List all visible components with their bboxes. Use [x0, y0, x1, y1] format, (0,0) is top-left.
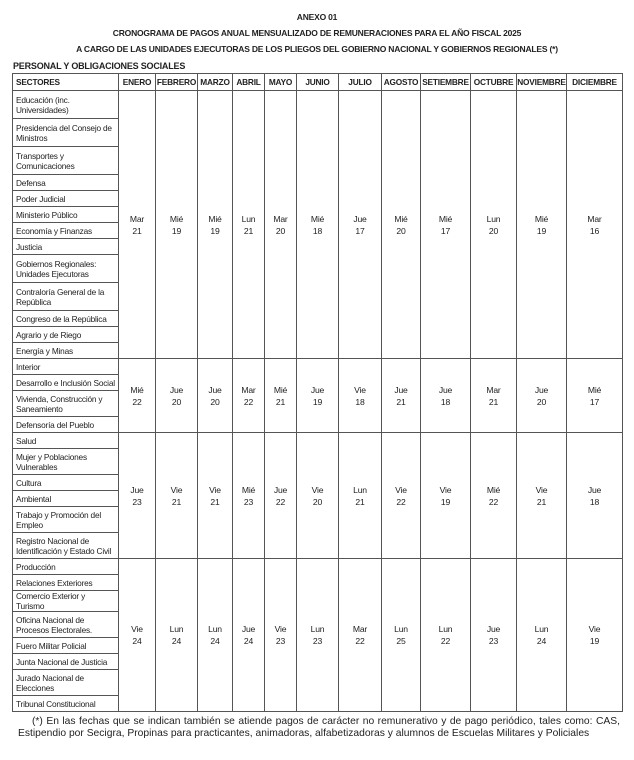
payment-date-cell — [382, 91, 421, 359]
payment-date-cell — [233, 91, 265, 359]
sector-name: Relaciones Exteriores — [13, 575, 119, 591]
column-header: DICIEMBRE — [567, 74, 623, 91]
weekday: Lun — [394, 624, 408, 634]
sector-name: Justicia — [13, 239, 119, 255]
sector-name: Junta Nacional de Justicia — [13, 654, 119, 670]
column-header: JULIO — [339, 74, 382, 91]
day-number: 21 — [355, 496, 365, 507]
sector-name: Defensa — [13, 175, 119, 191]
sector-name: Fuero Militar Policial — [13, 638, 119, 654]
day-number: 23 — [275, 636, 286, 646]
weekday: Lun — [486, 213, 501, 224]
day-number: 24 — [243, 636, 254, 646]
weekday: Lun — [310, 624, 325, 634]
table-row — [13, 359, 623, 375]
weekday: Lun — [438, 624, 453, 634]
footnote: (*) En las fechas que se indican también se atiende pagos de carácter no remunerativo y de pago periódico, tales como: CAS, Estipendio por Secigra, Propinas para practicantes, animadoras, alfabetizadoras y alumnos de Escuelas Militares y Policiales — [18, 716, 620, 739]
sector-name: Agrario y de Riego — [13, 327, 119, 343]
sector-name: Jurado Nacional de Elecciones — [13, 670, 119, 696]
day-number: 21 — [132, 225, 142, 236]
payment-date-cell — [156, 91, 198, 359]
weekday: Vie — [209, 484, 221, 495]
payment-date-cell — [339, 433, 382, 559]
payment-date-cell — [119, 433, 156, 559]
day-number: 17 — [355, 225, 365, 236]
weekday: Jue — [486, 624, 501, 634]
payment-date-cell — [421, 559, 471, 712]
payment-date-cell — [471, 559, 517, 712]
weekday: Jue — [438, 384, 453, 395]
payment-date-cell — [198, 433, 233, 559]
sector-name: Educación (inc. Universidades) — [13, 91, 119, 119]
payment-date-cell — [119, 359, 156, 433]
sector-name: Comercio Exterior y Turismo — [13, 591, 119, 612]
weekday: Lun — [534, 624, 549, 634]
column-header: ABRIL — [233, 74, 265, 91]
weekday: Vie — [170, 484, 183, 495]
payment-date-cell — [297, 91, 339, 359]
day-number: 21 — [488, 396, 499, 407]
payment-date-cell — [567, 559, 623, 712]
day-number: 20 — [171, 396, 182, 407]
column-header: SECTORES — [13, 74, 119, 91]
weekday: Jue — [130, 484, 144, 495]
weekday: Lun — [169, 624, 184, 634]
weekday: Jue — [208, 384, 222, 395]
sector-name: Ambiental — [13, 491, 119, 507]
weekday: Vie — [311, 484, 324, 495]
payment-date-cell — [471, 91, 517, 359]
payment-schedule-table — [12, 73, 623, 712]
day-number: 18 — [589, 496, 600, 507]
payment-date-cell — [471, 433, 517, 559]
day-number: 22 — [488, 496, 499, 507]
weekday: Mié — [587, 384, 602, 395]
day-number: 20 — [275, 225, 286, 236]
day-number: 18 — [440, 396, 451, 407]
weekday: Mar — [273, 213, 288, 224]
sector-name: Producción — [13, 559, 119, 575]
column-header: FEBRERO — [156, 74, 198, 91]
payment-date-cell — [421, 359, 471, 433]
day-number: 22 — [355, 636, 365, 646]
payment-date-cell — [517, 433, 567, 559]
sector-name: Registro Nacional de Identificación y Estado Civil — [13, 533, 119, 559]
day-number: 19 — [536, 225, 547, 236]
payment-date-cell — [567, 433, 623, 559]
weekday: Mié — [130, 384, 144, 395]
sector-name: Mujer y Poblaciones Vulnerables — [13, 449, 119, 475]
day-number: 21 — [210, 496, 220, 507]
day-number: 24 — [536, 636, 547, 646]
sector-name: Cultura — [13, 475, 119, 491]
payment-date-cell — [382, 559, 421, 712]
sector-name: Ministerio Público — [13, 207, 119, 223]
weekday: Mié — [310, 213, 325, 224]
weekday: Jue — [310, 384, 325, 395]
weekday: Mié — [394, 213, 408, 224]
day-number: 20 — [488, 225, 499, 236]
weekday: Mié — [534, 213, 549, 224]
weekday: Mar — [241, 384, 256, 395]
payment-date-cell — [339, 559, 382, 712]
table-row — [13, 559, 623, 575]
day-number: 20 — [312, 496, 323, 507]
payment-date-cell — [119, 91, 156, 359]
weekday: Vie — [535, 484, 548, 495]
weekday: Jue — [534, 384, 549, 395]
weekday: Mié — [241, 484, 256, 495]
sector-name: Oficina Nacional de Procesos Electorales. — [13, 612, 119, 638]
payment-date-cell — [297, 359, 339, 433]
payment-date-cell — [567, 359, 623, 433]
payment-date-cell — [198, 559, 233, 712]
day-number: 21 — [396, 396, 406, 407]
day-number: 22 — [243, 396, 254, 407]
weekday: Jue — [394, 384, 408, 395]
sector-name: Contraloría General de la República — [13, 283, 119, 311]
payment-date-cell — [567, 91, 623, 359]
payment-date-cell — [156, 433, 198, 559]
payment-date-cell — [421, 91, 471, 359]
day-number: 22 — [275, 496, 286, 507]
day-number: 22 — [440, 636, 451, 646]
day-number: 23 — [243, 496, 254, 507]
day-number: 23 — [132, 496, 142, 507]
day-number: 21 — [275, 396, 286, 407]
column-header: SETIEMBRE — [421, 74, 471, 91]
day-number: 17 — [589, 396, 600, 407]
sector-name: Interior — [13, 359, 119, 375]
column-header: ENERO — [119, 74, 156, 91]
weekday: Vie — [395, 484, 407, 495]
payment-date-cell — [265, 359, 297, 433]
document-title: CRONOGRAMA DE PAGOS ANUAL MENSUALIZADO DE REMUNERACIONES PARA EL AÑO FISCAL 2025 — [112, 28, 522, 38]
section-title: PERSONAL Y OBLIGACIONES SOCIALES — [13, 61, 186, 71]
column-header: NOVIEMBRE — [517, 74, 567, 91]
payment-date-cell — [233, 559, 265, 712]
day-number: 19 — [312, 396, 323, 407]
payment-date-cell — [265, 433, 297, 559]
payment-date-cell — [156, 359, 198, 433]
payment-date-cell — [421, 433, 471, 559]
weekday: Mar — [352, 624, 368, 634]
day-number: 18 — [355, 396, 365, 407]
weekday: Mié — [273, 384, 288, 395]
weekday: Lun — [353, 484, 367, 495]
weekday: Vie — [274, 624, 287, 634]
payment-date-cell — [517, 91, 567, 359]
day-number: 21 — [536, 496, 547, 507]
day-number: 20 — [210, 396, 220, 407]
weekday: Jue — [241, 624, 256, 634]
weekday: Jue — [353, 213, 367, 224]
weekday: Jue — [169, 384, 184, 395]
annex-label: ANEXO 01 — [296, 12, 338, 22]
table-row — [13, 91, 623, 119]
weekday: Vie — [354, 384, 366, 395]
payment-date-cell — [119, 559, 156, 712]
day-number: 20 — [396, 225, 406, 236]
sector-name: Poder Judicial — [13, 191, 119, 207]
sector-name: Tribunal Constitucional — [13, 696, 119, 712]
weekday: Vie — [131, 624, 143, 634]
day-number: 24 — [210, 636, 220, 646]
sector-name: Congreso de la República — [13, 311, 119, 327]
payment-date-cell — [339, 91, 382, 359]
weekday: Lun 21 — [241, 213, 256, 236]
sector-name: Salud — [13, 433, 119, 449]
weekday: Mar — [486, 384, 501, 395]
day-number: 22 — [132, 396, 142, 407]
sector-name: Vivienda, Construcción y Saneamiento — [13, 391, 119, 417]
payment-date-cell — [339, 359, 382, 433]
sector-name: Trabajo y Promoción del Empleo — [13, 507, 119, 533]
day-number: 25 — [396, 636, 406, 646]
weekday: Jue — [273, 484, 288, 495]
day-number: 23 — [312, 636, 323, 646]
column-header: MARZO — [198, 74, 233, 91]
day-number: 24 — [171, 636, 182, 646]
weekday: Mié — [486, 484, 501, 495]
payment-date-cell — [382, 359, 421, 433]
day-number: 19 — [589, 636, 600, 646]
column-header: MAYO — [265, 74, 297, 91]
document-subtitle: A CARGO DE LAS UNIDADES EJECUTORAS DE LOS PLIEGOS DEL GOBIERNO NACIONAL Y GOBIERNOS REGIONALES (*) — [76, 44, 558, 54]
weekday: Vie — [588, 624, 601, 634]
day-number: 21 — [171, 496, 182, 507]
payment-date-cell — [517, 359, 567, 433]
weekday: Jue — [587, 484, 602, 495]
day-number: 16 — [589, 225, 600, 236]
table-header-row — [13, 74, 623, 91]
sector-name: Desarrollo e Inclusión Social — [13, 375, 119, 391]
day-number: 23 — [488, 636, 499, 646]
payment-date-cell — [233, 433, 265, 559]
day-number: 19 — [440, 496, 451, 507]
weekday: Mar — [587, 213, 602, 224]
payment-date-cell — [156, 559, 198, 712]
weekday: Mié — [169, 213, 184, 224]
sector-name: Energía y Minas — [13, 343, 119, 359]
weekday: Vie — [439, 484, 452, 495]
payment-date-cell — [471, 359, 517, 433]
weekday: Mié — [208, 213, 222, 224]
payment-date-cell — [382, 433, 421, 559]
day-number: 22 — [396, 496, 406, 507]
sector-name: Defensoría del Pueblo — [13, 417, 119, 433]
sector-name: Transportes y Comunicaciones — [13, 147, 119, 175]
day-number: 17 — [440, 225, 451, 236]
day-number: 20 — [536, 396, 547, 407]
column-header: AGOSTO — [382, 74, 421, 91]
sector-name: Economía y Finanzas — [13, 223, 119, 239]
column-header: OCTUBRE — [471, 74, 517, 91]
sector-name: Presidencia del Consejo de Ministros — [13, 119, 119, 147]
payment-date-cell — [198, 359, 233, 433]
table-row — [13, 433, 623, 449]
payment-date-cell — [297, 433, 339, 559]
weekday: Lun — [208, 624, 222, 634]
payment-date-cell — [233, 359, 265, 433]
day-number: 19 — [210, 225, 220, 236]
payment-date-cell — [265, 91, 297, 359]
payment-date-cell — [297, 559, 339, 712]
day-number: 24 — [132, 636, 142, 646]
weekday: Mié — [438, 213, 453, 224]
payment-date-cell — [265, 559, 297, 712]
payment-date-cell — [517, 559, 567, 712]
day-number: 19 — [171, 225, 182, 236]
payment-date-cell — [198, 91, 233, 359]
weekday: Mar — [129, 213, 145, 224]
day-number: 18 — [312, 225, 323, 236]
sector-name: Gobiernos Regionales: Unidades Ejecutoras — [13, 255, 119, 283]
column-header: JUNIO — [297, 74, 339, 91]
